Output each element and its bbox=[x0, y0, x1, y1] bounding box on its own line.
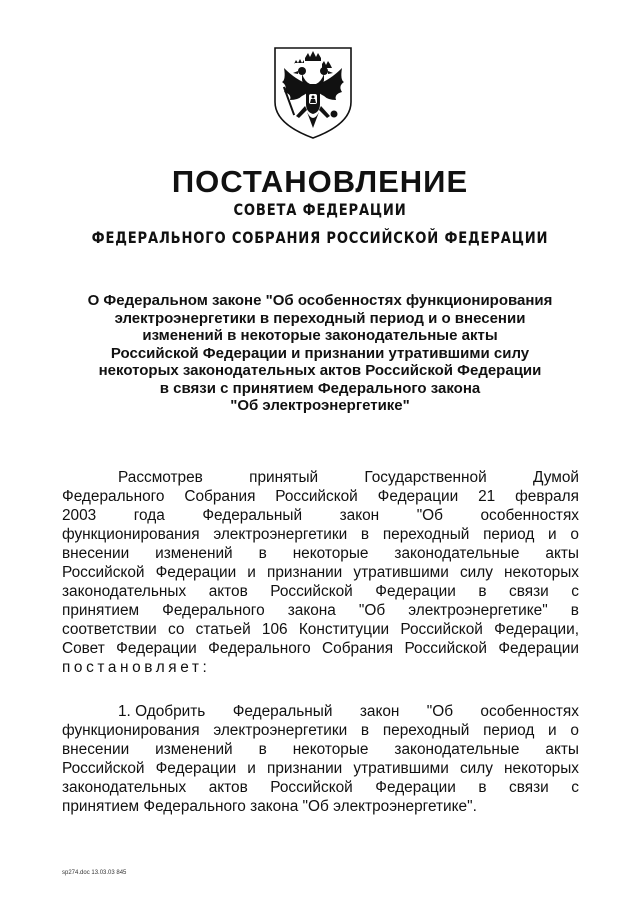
body-line bbox=[62, 601, 579, 620]
body-word: признании bbox=[266, 564, 343, 581]
body-word: Федеральный bbox=[202, 507, 303, 524]
body-line bbox=[62, 487, 579, 506]
body-line bbox=[62, 506, 579, 525]
body-word: некоторые bbox=[292, 741, 369, 758]
body-word: статьей bbox=[195, 621, 251, 638]
body-word: Федерации bbox=[498, 640, 579, 657]
body-word: с bbox=[571, 583, 579, 600]
body-word: закон bbox=[359, 703, 400, 720]
body-word: электроэнергетике" bbox=[408, 602, 548, 619]
body-word: функционирования bbox=[62, 722, 200, 739]
body-word: о bbox=[570, 526, 579, 543]
body-word: закона bbox=[287, 602, 336, 619]
body-word: изменений bbox=[155, 545, 233, 562]
body-word: года bbox=[133, 507, 165, 524]
body-word: 21 bbox=[478, 488, 496, 505]
body-word: "Об bbox=[426, 703, 454, 720]
body-word: внесении bbox=[62, 741, 130, 758]
body-word: функционирования bbox=[62, 526, 200, 543]
body-word: о bbox=[570, 722, 579, 739]
body-word: со bbox=[167, 621, 185, 638]
body-word: актов bbox=[208, 583, 248, 600]
issuer-line-1: СОВЕТА ФЕДЕРАЦИИ bbox=[233, 200, 407, 219]
subject-line: изменений в некоторые законодательные акты bbox=[142, 327, 498, 344]
body-word: соответствии bbox=[62, 621, 157, 638]
body-word: принятый bbox=[249, 469, 319, 486]
body-word: некоторых bbox=[504, 760, 579, 777]
body-word: признании bbox=[266, 760, 343, 777]
body-word: в bbox=[570, 602, 579, 619]
russian-coat-of-arms-icon bbox=[272, 46, 354, 140]
body-word: переходный bbox=[382, 722, 470, 739]
body-word: Российской bbox=[62, 760, 145, 777]
body-word: и bbox=[247, 760, 256, 777]
subject-line: электроэнергетики в переходный период и о внесении bbox=[114, 309, 526, 327]
body-word: период bbox=[483, 526, 535, 543]
body-word: Федерального bbox=[62, 488, 165, 505]
body-line bbox=[62, 525, 579, 544]
body-word: Рассмотрев bbox=[118, 469, 203, 486]
body-word: и bbox=[247, 564, 256, 581]
body-word: некоторые bbox=[292, 545, 369, 562]
body-word: в bbox=[478, 779, 487, 796]
body-word: утратившими bbox=[353, 564, 449, 581]
body-word: особенностях bbox=[480, 703, 579, 720]
body-word: законодательные bbox=[394, 741, 520, 758]
body-word: Федерального bbox=[162, 602, 265, 619]
body-word: силу bbox=[459, 760, 493, 777]
body-word: в bbox=[360, 722, 370, 739]
body-word: и bbox=[548, 526, 557, 543]
body-word: утратившими bbox=[353, 760, 449, 777]
document-title: ПОСТАНОВЛЕНИЕ bbox=[171, 164, 469, 199]
body-word: Российской bbox=[270, 583, 353, 600]
decree-word: постановляет: bbox=[62, 659, 211, 676]
body-word: Федерации bbox=[116, 640, 197, 657]
body-word: в bbox=[360, 526, 370, 543]
body-line bbox=[62, 620, 579, 639]
body-line bbox=[62, 563, 579, 582]
body-word: акты bbox=[545, 741, 579, 758]
subject-line: в связи с принятием Федерального закона bbox=[159, 379, 481, 397]
body-line-last: принятием Федерального закона "Об электроэнергетике". bbox=[62, 798, 477, 815]
body-word: внесении bbox=[62, 545, 130, 562]
body-word: законодательных bbox=[62, 779, 187, 796]
body-word: Собрания bbox=[184, 488, 256, 505]
body-line bbox=[62, 468, 579, 487]
body-word: 106 bbox=[261, 621, 288, 638]
body-line bbox=[62, 582, 579, 601]
body-word: "Об bbox=[416, 507, 443, 524]
body-word: Российской bbox=[275, 488, 358, 505]
body-word: силу bbox=[459, 564, 493, 581]
body-word: Федерации bbox=[155, 564, 237, 581]
body-line bbox=[62, 778, 579, 797]
body-word: актов bbox=[208, 779, 248, 796]
body-word: Думой bbox=[532, 469, 579, 486]
subject-line: Российской Федерации и признании утратившими силу bbox=[110, 344, 530, 362]
body-word: переходный bbox=[382, 526, 470, 543]
body-word: Федерации bbox=[155, 760, 237, 777]
body-word: некоторых bbox=[504, 564, 579, 581]
body-word: Федерации, bbox=[494, 621, 579, 638]
body-word: Российской bbox=[270, 779, 353, 796]
body-word: электроэнергетики bbox=[213, 526, 348, 543]
body-word: Федеральный bbox=[232, 703, 333, 720]
body-word: Федерации bbox=[375, 779, 456, 796]
body-word: период bbox=[483, 722, 535, 739]
body-word: Федерации bbox=[375, 583, 456, 600]
body-line bbox=[62, 544, 579, 563]
body-word: Государственной bbox=[364, 469, 487, 486]
body-word: Российской bbox=[400, 621, 483, 638]
body-word: Российской bbox=[62, 564, 145, 581]
body-word: Федерации bbox=[377, 488, 459, 505]
body-word: законодательные bbox=[394, 545, 520, 562]
body-line bbox=[62, 740, 579, 759]
body-word: связи bbox=[509, 779, 549, 796]
paragraph-preamble bbox=[62, 468, 579, 677]
body-word: с bbox=[571, 779, 579, 796]
body-word: "Об bbox=[358, 602, 386, 619]
body-word: и bbox=[548, 722, 557, 739]
subject-line: "Об электроэнергетике" bbox=[230, 397, 410, 414]
body-word: законодательных bbox=[62, 583, 187, 600]
body-line bbox=[62, 759, 579, 778]
issuer-line-2: ФЕДЕРАЛЬНОГО СОБРАНИЯ РОССИЙСКОЙ ФЕДЕРАЦИИ bbox=[91, 228, 549, 247]
body-word: Федерального bbox=[208, 640, 311, 657]
body-word: 2003 bbox=[62, 507, 97, 524]
subject-line: некоторых законодательных актов Российской Федерации bbox=[98, 362, 542, 379]
body-word: февраля bbox=[515, 488, 579, 505]
body-word: принятием bbox=[62, 602, 140, 619]
body-word: Собрания bbox=[322, 640, 394, 657]
body-word: электроэнергетики bbox=[213, 722, 348, 739]
body-word: 1. Одобрить bbox=[118, 703, 206, 720]
body-word: изменений bbox=[155, 741, 233, 758]
body-word: акты bbox=[545, 545, 579, 562]
body-line bbox=[62, 639, 579, 658]
document-subject bbox=[60, 292, 580, 415]
body-word: особенностях bbox=[480, 507, 579, 524]
body-word: Российской bbox=[404, 640, 487, 657]
subject-line: О Федеральном законе "Об особенностях функционирования bbox=[87, 292, 553, 309]
body-line bbox=[62, 721, 579, 740]
body-word: связи bbox=[509, 583, 549, 600]
body-word: в bbox=[258, 545, 267, 562]
body-word: закон bbox=[339, 507, 380, 524]
paragraph-item-1 bbox=[62, 702, 579, 816]
body-word: в bbox=[258, 741, 267, 758]
body-line bbox=[62, 702, 579, 721]
document-footer-mark: sp274.doc 13.03.03 845 bbox=[62, 870, 127, 876]
body-word: Конституции bbox=[298, 621, 390, 638]
body-word: в bbox=[478, 583, 487, 600]
body-word: Совет bbox=[62, 640, 105, 657]
